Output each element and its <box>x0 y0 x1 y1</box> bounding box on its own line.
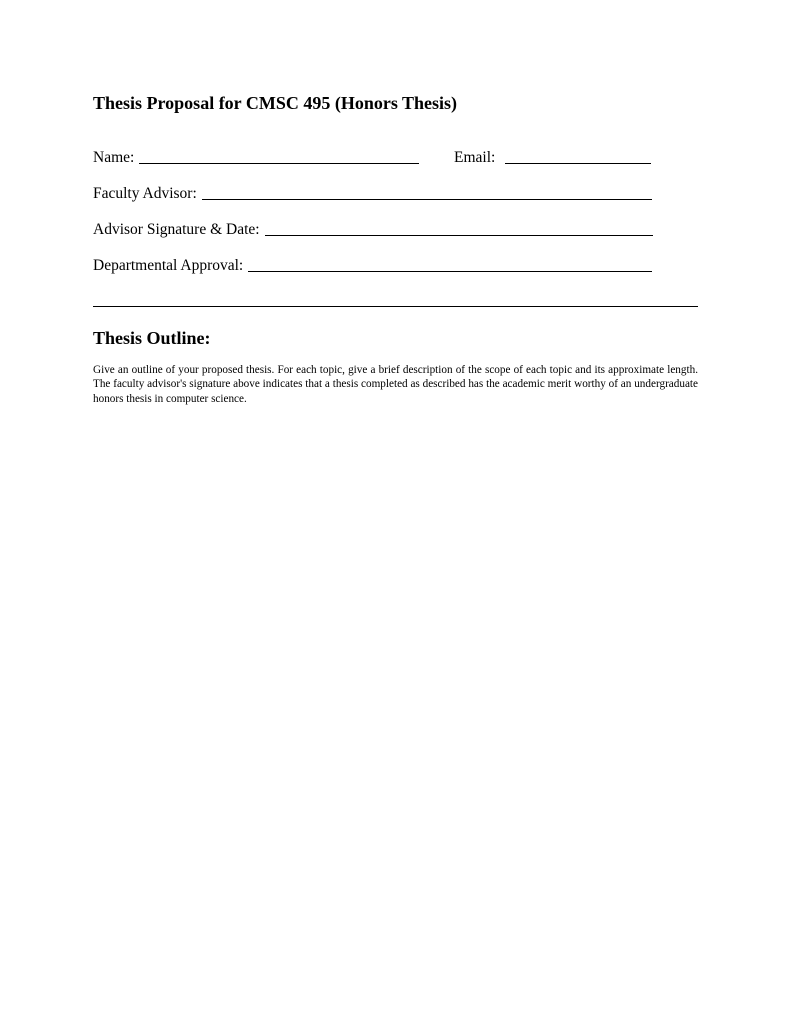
name-label: Name: <box>93 149 135 166</box>
departmental-approval-blank-line[interactable] <box>248 257 652 272</box>
faculty-advisor-label: Faculty Advisor: <box>93 185 197 202</box>
thesis-outline-instructions: Give an outline of your proposed thesis. For each topic, give a brief description of the scope of each topic and its approximate length. The faculty advisor's signature above indicates that a thesis completed as described has the academic merit worthy of an undergraduate honors thesis in computer science. <box>93 364 698 405</box>
advisor-signature-blank-line[interactable] <box>265 221 653 236</box>
advisor-signature-field-row <box>93 221 653 239</box>
thesis-outline-heading: Thesis Outline: <box>93 328 211 348</box>
document-title: Thesis Proposal for CMSC 495 (Honors Thesis) <box>93 93 458 113</box>
section-divider <box>93 306 698 307</box>
name-blank-line[interactable] <box>139 149 419 164</box>
faculty-advisor-field-row <box>93 185 652 203</box>
email-field-row <box>454 149 651 167</box>
faculty-advisor-blank-line[interactable] <box>202 185 652 200</box>
email-blank-line[interactable] <box>505 149 651 164</box>
departmental-approval-field-row <box>93 257 652 275</box>
name-field-row <box>93 149 419 167</box>
advisor-signature-label: Advisor Signature & Date: <box>93 221 260 238</box>
email-label: Email: <box>454 149 496 166</box>
departmental-approval-label: Departmental Approval: <box>93 257 244 274</box>
